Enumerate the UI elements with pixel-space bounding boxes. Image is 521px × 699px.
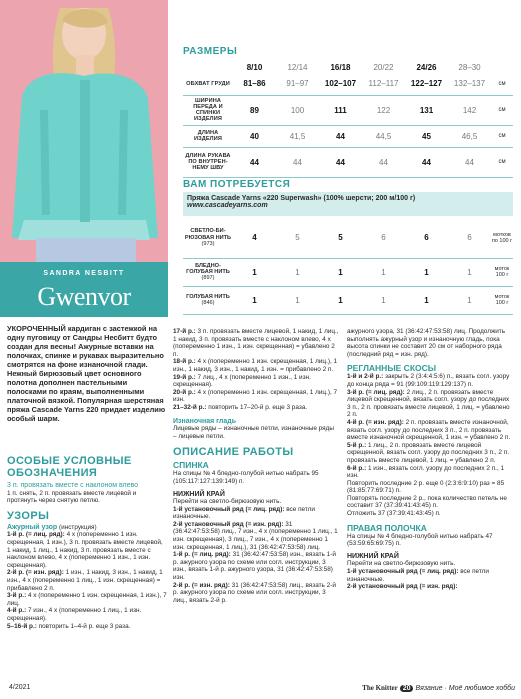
table-cell: 1 bbox=[362, 286, 405, 314]
pattern-row bbox=[347, 465, 513, 480]
row-label bbox=[183, 258, 233, 286]
stst-text: Лицевые ряды – изнаночные петли, изнаночные ряды – лицевые петли. bbox=[173, 425, 334, 440]
table-cell: 44 bbox=[319, 125, 362, 147]
table-cell: 1 bbox=[405, 286, 448, 314]
lower-edge-title: НИЖНИЙ КРАЙ bbox=[347, 552, 399, 560]
column-3 bbox=[347, 328, 513, 591]
front-title: ПРАВАЯ ПОЛОЧКА bbox=[347, 522, 427, 533]
yarn-website: www.cascadeyarns.com bbox=[187, 202, 268, 209]
yarn-code: (846) bbox=[201, 300, 215, 306]
row-label: 1-й установочный ряд (= лиц. ряд): bbox=[347, 568, 459, 576]
size-header: 8/10 bbox=[246, 62, 263, 72]
model-name: Gwenvor bbox=[37, 282, 131, 311]
size-header: 12/14 bbox=[287, 62, 308, 72]
pattern-row bbox=[347, 568, 513, 583]
table-cell: 45 bbox=[405, 125, 448, 147]
pattern-row bbox=[347, 373, 513, 388]
size-header: 24/26 bbox=[416, 62, 437, 72]
row-text: 31 (36:42:47:53:58) изн., вязать 1-й р. ажурного узора по схеме или согл. инструкции, 3 изн., вязать 1-й р. ажурного узора, 31 (36:42:47:53:58) изн. bbox=[173, 551, 336, 582]
table-cell: 44 bbox=[319, 147, 362, 177]
size-header: 16/18 bbox=[330, 62, 351, 72]
yarn-table bbox=[183, 218, 513, 315]
table-cell: 81–86 bbox=[233, 73, 276, 95]
table-cell: 89 bbox=[233, 95, 276, 125]
page-number: 20 bbox=[400, 685, 414, 692]
row-label: 18-й р.: bbox=[173, 358, 196, 366]
repeat-text-2: Повторять последние 2 р., пока количество петель не составит 37 (37:39:41:43:45) п. bbox=[347, 494, 507, 510]
raglan-title: РЕГЛАННЫЕ СКОСЫ bbox=[347, 363, 437, 374]
work-title: ОПИСАНИЕ РАБОТЫ bbox=[173, 446, 294, 459]
intro-body: кардиган с застежкой на одну пуговицу от Сандры Несбитт будто создан для весны! Ажурные вставки на полочках, спинке и рукавах выразительно смотрятся на фоне изнаночной глади. Нежный бирюзовый цвет основного полотна дополнен пастельными полосками по краям, выполненными платочной вязкой. Популярная шерстяная пряжа Cascade Yarns 220 придает изделию особый шарм. bbox=[7, 324, 166, 423]
row-text: 4 х (попеременно 1 изн. скрещенная, 1 изн.), 3 п. провязать вместе лицевой, 1 накид, 1 лиц., 1 накид, 3 п. провязать вместе с наклоном влево, 4 х (попеременно 1 изн., 1 изн. скрещенная). bbox=[7, 531, 163, 569]
pattern-row bbox=[173, 551, 339, 581]
row-text: 4 х (попеременно 1 изн. скрещенная, 1 лиц.), 7 изн. bbox=[173, 388, 338, 404]
table-cell: 44 bbox=[448, 147, 491, 177]
table-cell: 44 bbox=[362, 147, 405, 177]
pattern-row bbox=[173, 582, 339, 605]
unit-cell: моток 100 г bbox=[491, 286, 513, 314]
table-cell: 1 bbox=[319, 286, 362, 314]
pattern-row bbox=[7, 607, 167, 622]
special-subtitle: 3 п. провязать вместе с наклоном влево bbox=[7, 482, 139, 489]
row-text: 4 х (попеременно 1 изн. скрещенная, 1 изн.), 7 лиц. bbox=[7, 592, 167, 607]
designer-band bbox=[0, 262, 168, 317]
table-row bbox=[183, 218, 513, 258]
row-label: 3-й р.: bbox=[7, 592, 27, 600]
table-cell: 44 bbox=[276, 147, 319, 177]
row-label: 1-й установочный ряд (= лиц. ряд): bbox=[173, 505, 285, 513]
row-text: повторить 17–20-й р. еще 3 раза. bbox=[206, 403, 308, 411]
table-cell: 1 bbox=[276, 286, 319, 314]
pattern-row bbox=[347, 419, 513, 442]
row-label: ДЛИНА РУКАВА ПО ВНУТРЕН-НЕМУ ШВУ bbox=[183, 147, 233, 177]
patterns-title: УЗОРЫ bbox=[7, 509, 50, 522]
yarn-title: ВАМ ПОТРЕБУЕТСЯ bbox=[183, 179, 291, 190]
lower-edge-title: НИЖНИЙ КРАЙ bbox=[173, 490, 225, 498]
row-label: 1-й и 2-й р.: bbox=[347, 373, 384, 381]
unit-cell: см bbox=[491, 95, 513, 125]
pattern-row bbox=[347, 442, 513, 465]
table-cell: 142 bbox=[448, 95, 491, 125]
table-cell: 122 bbox=[362, 95, 405, 125]
row-label: 2-й установочный ряд (= изн. ряд): bbox=[173, 520, 284, 528]
issue-number: 4/2021 bbox=[9, 684, 31, 691]
yarn-header bbox=[183, 192, 513, 216]
column-2 bbox=[173, 328, 339, 604]
photo-illustration bbox=[0, 0, 168, 262]
row-label bbox=[183, 286, 233, 314]
row-label bbox=[183, 218, 233, 258]
table-cell: 40 bbox=[233, 125, 276, 147]
row-label: 1-й р. (= лиц. ряд): bbox=[173, 551, 231, 559]
row-text: 2 лиц., 2 п. провязать вместе лицевой скрещенной, вязать согл. узору до последних 3 п., 2 п. провязать вместе лицевой, 1 лиц. = убавлено 2 п. bbox=[347, 388, 510, 419]
table-cell: 44 bbox=[233, 147, 276, 177]
row-label: 2-й р. (= изн. ряд): bbox=[173, 581, 230, 589]
row-text: все петли изнаночные. bbox=[347, 568, 489, 583]
special-title: ОСОБЫЕ УСЛОВНЫЕ ОБОЗНАЧЕНИЯ bbox=[7, 455, 132, 479]
continued-text: ажурного узора, 31 (36:42:47:53:58) лиц. Продолжить выполнять ажурный узор и изнаночную гладь, пока высота спинки не составит 20 см от наборного ряда (последний ряд = изн. ряд). bbox=[347, 328, 506, 358]
table-cell: 5 bbox=[276, 218, 319, 258]
yarn-color: СВЕТЛО-БИ-РЮЗОВАЯ НИТЬ bbox=[184, 228, 232, 241]
lace-title: Ажурный узор bbox=[7, 523, 58, 531]
table-row bbox=[183, 286, 513, 314]
pattern-row bbox=[173, 521, 339, 551]
pattern-row bbox=[347, 389, 513, 419]
unit-cell: см bbox=[491, 147, 513, 177]
unit-cell: моток 100 г bbox=[491, 258, 513, 286]
stst-title: Изнаночная гладь bbox=[173, 417, 237, 425]
table-cell: 131 bbox=[405, 95, 448, 125]
pattern-row bbox=[173, 506, 339, 521]
table-cell: 102–107 bbox=[319, 73, 362, 95]
row-label: 6-й р.: bbox=[347, 464, 367, 472]
pattern-row bbox=[173, 358, 339, 373]
row-text: 31 (36:42:47:53:58) лиц., 7 изн., 4 х (попеременно 1 лиц., 1 изн. скрещенная), 3 лиц., 7 изн., 4 х (попеременно 1 изн. скрещенная, 1 лиц.), 31 (36:42:47:53:58) лиц. bbox=[173, 520, 338, 551]
pattern-row bbox=[7, 623, 167, 631]
sizes-table bbox=[183, 61, 513, 178]
table-cell: 1 bbox=[276, 258, 319, 286]
row-label: 3-й р. (= лиц. ряд): bbox=[347, 388, 405, 396]
table-cell: 122–127 bbox=[405, 73, 448, 95]
yarn-color: ГОЛУБАЯ НИТЬ bbox=[186, 293, 230, 300]
table-cell: 1 bbox=[448, 286, 491, 314]
column-1 bbox=[7, 455, 167, 630]
yarn-code: (897) bbox=[201, 275, 215, 282]
table-cell: 6 bbox=[448, 218, 491, 258]
table-cell: 112–117 bbox=[362, 73, 405, 95]
table-cell: 1 bbox=[362, 258, 405, 286]
row-label: 20-й р.: bbox=[173, 388, 196, 396]
unit-cell: см bbox=[491, 73, 513, 95]
table-cell: 44,5 bbox=[362, 125, 405, 147]
repeat-text: Повторить последние 2 р. еще 0 (2:3:6:9:10) раз = 85 (81:85:77:69:71) п. bbox=[347, 479, 505, 495]
row-label: 2-й р. (= изн. ряд): bbox=[7, 569, 64, 577]
row-label: ОБХВАТ ГРУДИ bbox=[183, 73, 233, 95]
row-text: повторить 1–4-й р. еще 3 раза. bbox=[36, 622, 131, 630]
table-cell: 6 bbox=[405, 218, 448, 258]
table-cell: 44 bbox=[405, 147, 448, 177]
table-cell: 91–97 bbox=[276, 73, 319, 95]
row-label: ДЛИНА ИЗДЕЛИЯ bbox=[183, 125, 233, 147]
pattern-row bbox=[173, 389, 339, 404]
row-label: 2-й установочный ряд (= изн. ряд): bbox=[347, 583, 458, 591]
table-cell: 100 bbox=[276, 95, 319, 125]
table-cell: 111 bbox=[319, 95, 362, 125]
unit-cell: мотков по 100 г bbox=[491, 218, 513, 258]
pattern-row bbox=[7, 531, 167, 569]
lower-edge-text: Перейти на светло-бирюзовую нить. bbox=[347, 560, 456, 568]
table-cell: 1 bbox=[233, 258, 276, 286]
row-text: 1 изн., вязать согл. узору до последних 2 п., 1 изн. bbox=[347, 464, 505, 480]
sizes-title: РАЗМЕРЫ bbox=[183, 46, 238, 57]
designer-name: SANDRA NESBITT bbox=[43, 270, 125, 277]
row-text: закрыть 2 (3:4:4:5:6) п., вязать согл. узору до конца ряда = 91 (99:109:119:129:137) п. bbox=[347, 373, 510, 388]
row-text: 1 изн., 1 накид, 3 изн., 1 накид, 1 изн., 4 х (попеременно 1 лиц., 1 изн. скрещенная) = прибавлено 2 п. bbox=[7, 569, 163, 592]
row-text: 2 п. провязать вместе изнаночной, вязать согл. узору до последних 3 п., 2 п. провязать вместе изнаночной скрещенной, 1 изн. = убавлено 2 п. bbox=[347, 418, 511, 442]
size-header: 20/22 bbox=[373, 62, 394, 72]
table-cell: 6 bbox=[362, 218, 405, 258]
yarn-name: Пряжа Cascade Yarns «220 Superwash» (100% шерсти; 200 м/100 г) bbox=[187, 195, 416, 202]
table-cell: 1 bbox=[405, 258, 448, 286]
yarn-code: (973) bbox=[201, 240, 215, 247]
row-text: 3 п. провязать вместе лицевой, 1 накид, 1 лиц., 1 накид, 3 п. провязать вместе с наклоном влево, 4 х (попеременно 1 изн., 1 изн. скрещенная) = убавлено 2 п. bbox=[173, 328, 339, 358]
pattern-row bbox=[173, 404, 339, 412]
table-cell: 132–137 bbox=[448, 73, 491, 95]
table-cell: 1 bbox=[448, 258, 491, 286]
row-text: все петли изнаночные. bbox=[173, 505, 315, 521]
row-label: 4-й р. (= изн. ряд): bbox=[347, 418, 404, 426]
repeat-text-3: Отложить 37 (37:39:41:43:45) п. bbox=[347, 510, 441, 518]
row-text: 31 (36:42:47:53:58) лиц., вязать 2-й р. ажурного узора по схеме или согл. инструкции, 3 лиц., вязать 2-й р. bbox=[173, 581, 336, 604]
table-row bbox=[183, 125, 513, 147]
table-cell: 41,5 bbox=[276, 125, 319, 147]
special-text: 1 п. снять, 2 п. провязать вместе лицевой и протянуть через снятую петлю. bbox=[7, 489, 137, 505]
magazine-name: The Knitter bbox=[362, 684, 398, 692]
back-title: СПИНКА bbox=[173, 460, 209, 471]
pattern-row bbox=[173, 328, 339, 358]
lower-edge-text: Перейти на светло-бирюзовую нить. bbox=[173, 498, 282, 506]
row-label: 1-й р. (= лиц. ряд): bbox=[7, 531, 65, 539]
back-text: На спицы № 4 бледно-голубой нитью набрать 95 (105:117:127:139:149) п. bbox=[173, 470, 319, 485]
table-cell: 4 bbox=[233, 218, 276, 258]
row-label: 4-й р.: bbox=[7, 607, 27, 615]
table-cell: 5 bbox=[319, 218, 362, 258]
table-cell: 1 bbox=[319, 258, 362, 286]
row-label: 5–16-й р.: bbox=[7, 622, 37, 630]
pattern-row bbox=[7, 592, 167, 607]
tagline: Вязание · Моё любимое хобби bbox=[415, 685, 515, 692]
row-label: 21–32-й р.: bbox=[173, 403, 207, 411]
row-text: 7 лиц., 4 х (попеременно 1 изн., 1 изн. скрещенная). bbox=[173, 373, 311, 389]
row-text: 7 изн., 4 х (попеременно 1 лиц., 1 изн. скрещенная). bbox=[7, 607, 142, 622]
intro-text bbox=[7, 324, 167, 423]
table-cell: 46,5 bbox=[448, 125, 491, 147]
row-label: 5-й р.: bbox=[347, 441, 367, 449]
table-row bbox=[183, 73, 513, 95]
sizes-header-row bbox=[183, 61, 513, 73]
yarn-color: БЛЕДНО-ГОЛУБАЯ НИТЬ bbox=[186, 262, 230, 275]
row-label: 19-й р.: bbox=[173, 373, 196, 381]
front-text: На спицы № 4 бледно-голубой нитью набрать 47 (53:59:65:69:75) п. bbox=[347, 532, 493, 548]
pattern-row bbox=[173, 374, 339, 389]
table-row bbox=[183, 95, 513, 125]
intro-lead: УКОРОЧЕННЫЙ bbox=[7, 324, 66, 333]
size-header: 28–30 bbox=[458, 62, 481, 72]
row-text: 1 лиц., 2 п. провязать вместе лицевой скрещенной, вязать согл. узору до последних 3 п., 2 п. провязать вместе лицевой, 1 лиц. = убавлено 2 п. bbox=[347, 441, 509, 464]
model-photo bbox=[0, 0, 168, 262]
table-row bbox=[183, 258, 513, 286]
row-label: 17-й р.: bbox=[173, 328, 196, 335]
row-text: 4 х (попеременно 1 изн. скрещенная, 1 лиц.), 1 изн., 1 накид, 3 изн., 1 накид, 1 изн. = прибавлено 2 п. bbox=[173, 358, 338, 373]
unit-cell: см bbox=[491, 125, 513, 147]
table-cell: 1 bbox=[233, 286, 276, 314]
pattern-row bbox=[7, 569, 167, 592]
table-row bbox=[183, 147, 513, 177]
pattern-row bbox=[347, 583, 513, 591]
row-label: ШИРИНА ПЕРЕДА И СПИНКИ ИЗДЕЛИЯ bbox=[183, 95, 233, 125]
lace-note: (инструкция) bbox=[57, 523, 97, 531]
footer-brand bbox=[300, 684, 515, 692]
